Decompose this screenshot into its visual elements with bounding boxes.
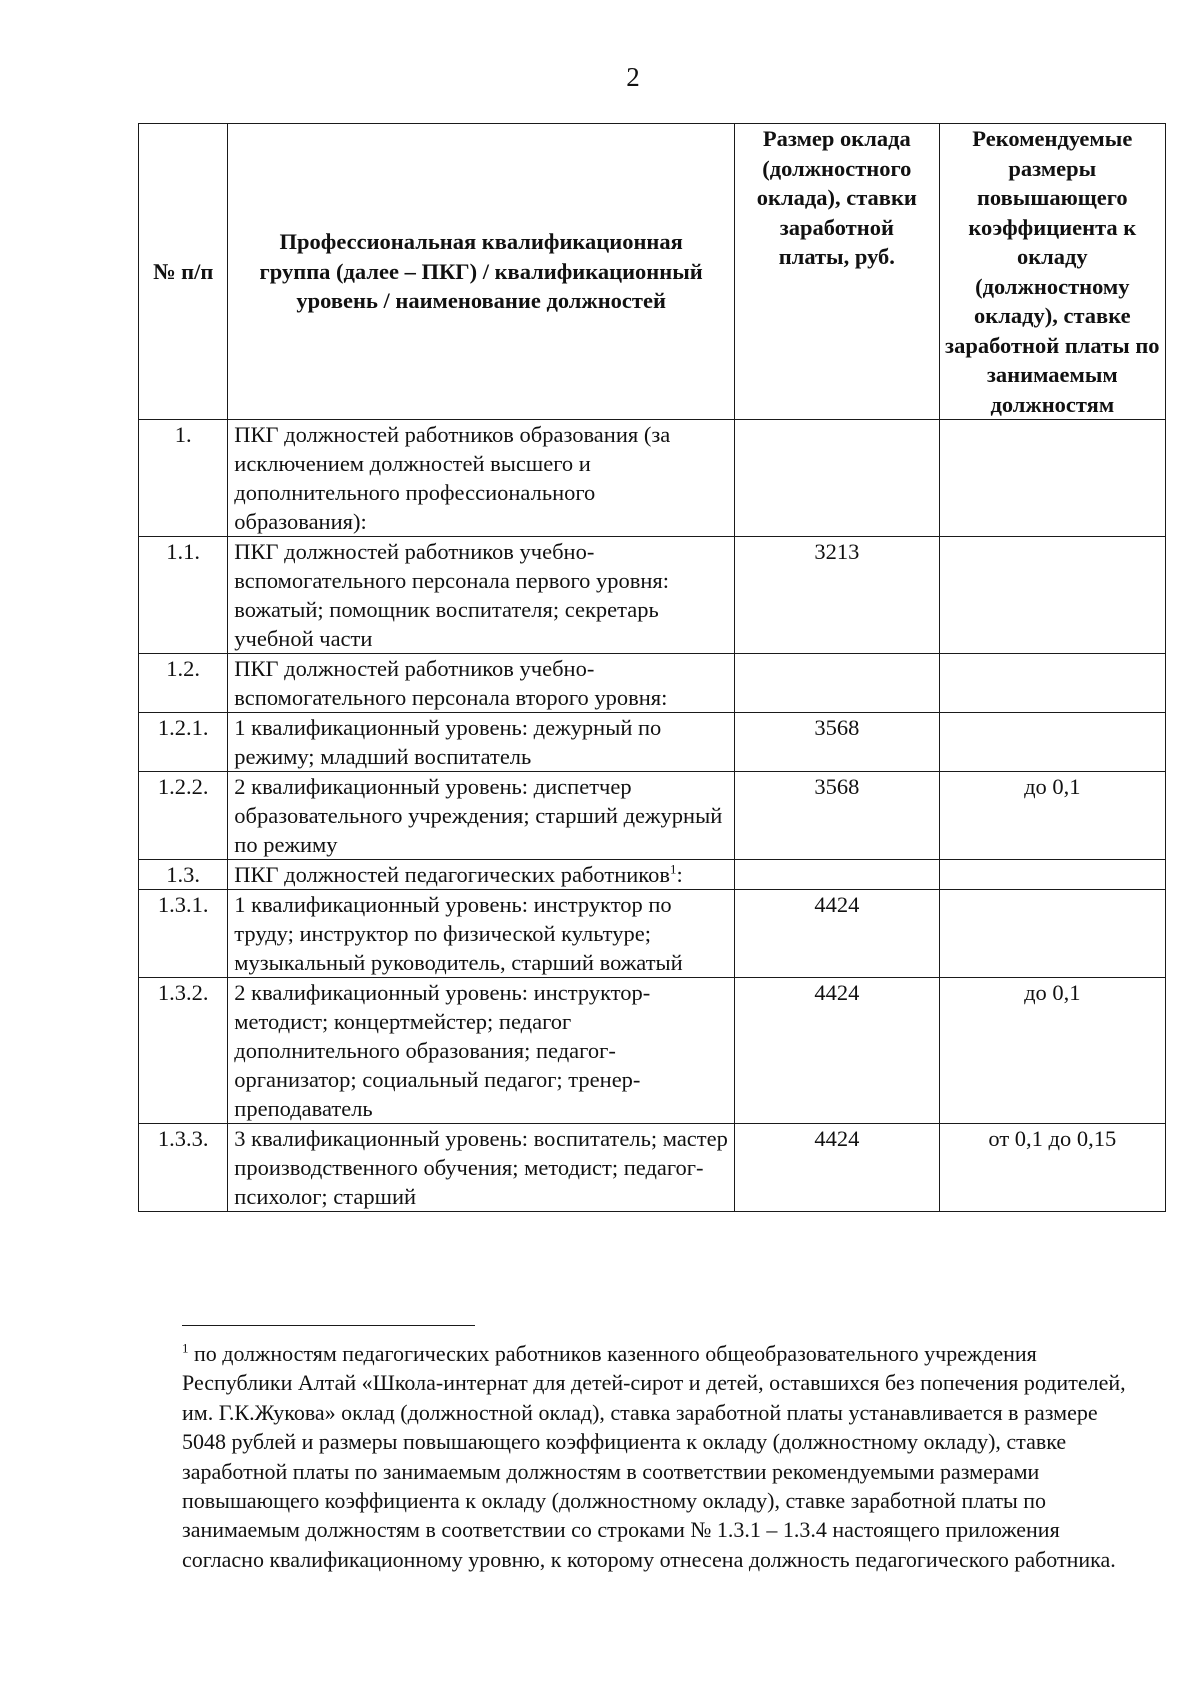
row-number: 1.3.3. (139, 1124, 228, 1212)
row-name (228, 654, 735, 713)
row-name-text: ПКГ должностей работников учебно-вспомогательного персонала второго уровня: (234, 656, 668, 710)
row-name-text: 1 квалификационный уровень: инструктор по труду; инструктор по физической культуре; музыкальный руководитель, старший вожатый (234, 892, 683, 975)
row-salary: 3568 (735, 772, 940, 860)
row-name (228, 890, 735, 978)
table-row (139, 860, 1166, 890)
row-name-text: ПКГ должностей работников учебно-вспомогательного персонала первого уровня: вожатый; помощник воспитателя; секретарь учебной части (234, 539, 670, 651)
row-salary: 4424 (735, 890, 940, 978)
row-number: 1.3.2. (139, 978, 228, 1124)
row-name (228, 1124, 735, 1212)
row-salary: 3213 (735, 537, 940, 654)
row-number: 1.3. (139, 860, 228, 890)
footnote-ref: 1 (669, 861, 677, 877)
table-row (139, 772, 1166, 860)
row-coefficient (939, 860, 1165, 890)
header-num: № п/п (139, 124, 228, 420)
row-salary: 3568 (735, 713, 940, 772)
row-coefficient: до 0,1 (939, 772, 1165, 860)
row-coefficient (939, 420, 1165, 537)
row-salary (735, 420, 940, 537)
row-number: 1.2.2. (139, 772, 228, 860)
row-number: 1.1. (139, 537, 228, 654)
row-number: 1.2.1. (139, 713, 228, 772)
footnote (182, 1339, 1142, 1574)
row-name (228, 713, 735, 772)
row-coefficient (939, 713, 1165, 772)
table-row (139, 713, 1166, 772)
row-name (228, 978, 735, 1124)
row-name (228, 772, 735, 860)
row-number: 1.3.1. (139, 890, 228, 978)
footnote-marker: 1 (182, 1340, 189, 1356)
table-row (139, 537, 1166, 654)
row-name-text: ПКГ должностей педагогических работников (234, 862, 670, 887)
page-number (0, 62, 1200, 93)
table-row (139, 890, 1166, 978)
page-number-text: 2 (626, 62, 640, 92)
row-number: 1. (139, 420, 228, 537)
row-name-text: 1 квалификационный уровень: дежурный по режиму; младший воспитатель (234, 715, 662, 769)
salary-table (138, 123, 1166, 1212)
row-name (228, 537, 735, 654)
row-coefficient (939, 537, 1165, 654)
row-name-text: ПКГ должностей работников образования (за исключением должностей высшего и дополнительного профессионального образования): (234, 422, 671, 534)
table-row (139, 654, 1166, 713)
table-row (139, 978, 1166, 1124)
row-salary: 4424 (735, 978, 940, 1124)
row-name-suffix: : (676, 862, 683, 887)
footnote-separator (182, 1325, 475, 1326)
row-salary (735, 860, 940, 890)
header-size: Размер оклада (должностного оклада), ставки заработной платы, руб. (735, 124, 940, 420)
row-coefficient: от 0,1 до 0,15 (939, 1124, 1165, 1212)
row-salary: 4424 (735, 1124, 940, 1212)
row-salary (735, 654, 940, 713)
row-name (228, 420, 735, 537)
row-coefficient: до 0,1 (939, 978, 1165, 1124)
row-name-text: 2 квалификационный уровень: диспетчер образовательного учреждения; старший дежурный по режиму (234, 774, 723, 857)
table-header-row (139, 124, 1166, 420)
row-name-text: 2 квалификационный уровень: инструктор-методист; концертмейстер; педагог дополнительного образования; педагог-организатор; социальный педагог; тренер-преподаватель (234, 980, 651, 1121)
row-name-text: 3 квалификационный уровень: воспитатель; мастер производственного обучения; методист; педагог-психолог; старший (234, 1126, 728, 1209)
row-coefficient (939, 890, 1165, 978)
row-name (228, 860, 735, 890)
header-coef: Рекомендуемые размеры повышающего коэффициента к окладу (должностному окладу), ставке заработной платы по занимаемым должностям (939, 124, 1165, 420)
table-row (139, 1124, 1166, 1212)
header-name: Профессиональная квалификационная группа (далее – ПКГ) / квалификационный уровень / наименование должностей (228, 124, 735, 420)
footnote-text: по должностям педагогических работников казенного общеобразовательного учреждения Республики Алтай «Школа-интернат для детей-сирот и детей, оставшихся без попечения родителей, им. Г.К.Жукова» оклад (должностной оклад), ставка заработной платы устанавливается в размере 5048 рублей и размеры повышающего коэффициента к окладу (должностному окладу), ставке заработной платы по занимаемым должностям в соответствии рекомендуемыми размерами повышающего коэффициента к окладу (должностному окладу), ставке заработной платы по занимаемым должностям в соответствии со строками № 1.3.1 – 1.3.4 настоящего приложения согласно квалификационному уровню, к которому отнесена должность педагогического работника. (182, 1341, 1126, 1572)
row-coefficient (939, 654, 1165, 713)
table-row (139, 420, 1166, 537)
row-number: 1.2. (139, 654, 228, 713)
